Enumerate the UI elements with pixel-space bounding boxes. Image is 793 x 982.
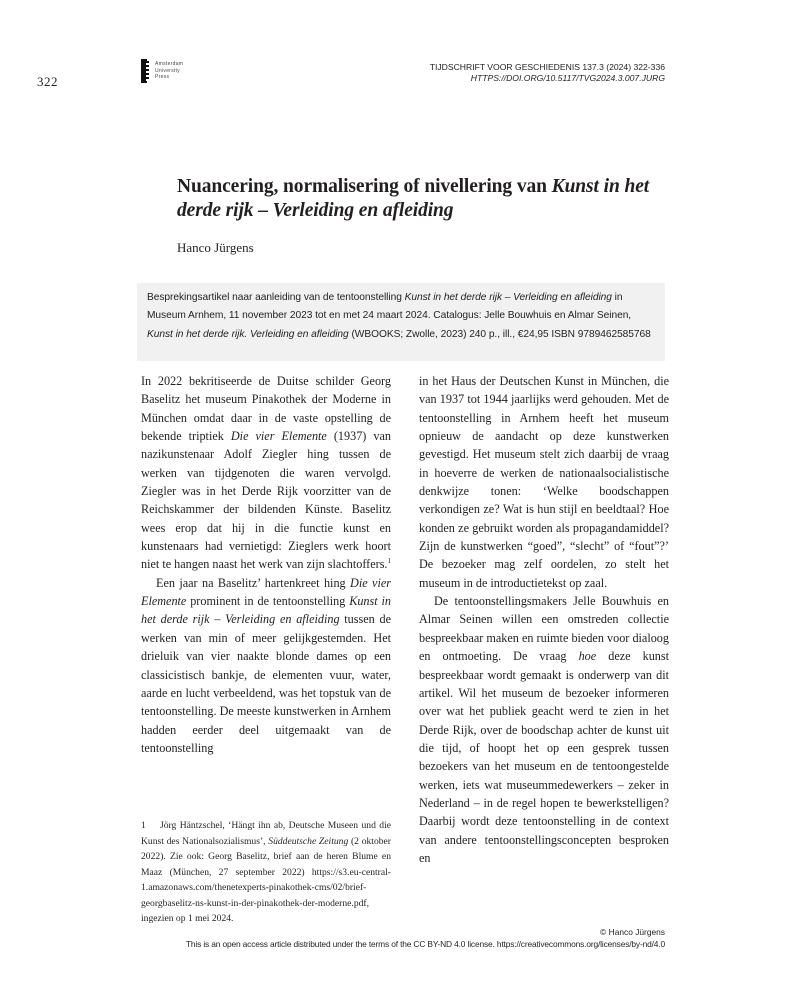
footnote-number: 1 <box>141 820 146 831</box>
italic-text: Kunst in het derde rijk – Verleiding en afleiding <box>404 292 612 303</box>
copyright-notice: © Hanco Jürgens <box>600 927 665 937</box>
text-run: (WBOOKS; Zwolle, 2023) 240 p., ill., €24,95 ISBN 9789462585768 <box>348 328 651 340</box>
review-subject-text <box>147 292 651 340</box>
text-run: Jörg Häntzschel, ‘Hängt ihn ab, Deutsche Museen und die Kunst des Nationalsozialismus’, <box>141 820 391 847</box>
text-run: deze kunst bespreekbaar wordt gemaakt is onderwerp van dit artikel. Wil het museum de bezoeker informeren over wat het publiek geacht werd te zien in het Derde Rijk, over de boodschap achter de kunst uit die tijd, of hoopt het op een gesprek tussen bezoekers van het museum en de tentoongestelde werken, iets wat museummedewerkers – zeker in Nederland – in de regel hopen te bewerkstelligen? Daarbij wordt deze tentoonstelling in de context van andere tentoonstellingsconcepten besproken en <box>419 649 670 865</box>
article-title-italic: Kunst in het derde rijk – Verleiding en afleiding <box>177 176 650 221</box>
journal-citation: TIJDSCHRIFT VOOR GESCHIEDENIS 137.3 (2024) 322-336 <box>429 62 665 72</box>
text-run: in Museum Arnhem, 11 november 2023 tot en met 24 maart 2024. Catalogus: Jelle Bouwhuis en Almar Seinen, <box>147 292 632 322</box>
text-run: De tentoonstellingsmakers Jelle Bouwhuis en Almar Seinen willen een omstreden collectie bespreekbaar maken en ruimte bieden voor dialoog en ontmoeting. De vraag <box>419 594 669 664</box>
italic-text: Süddeutsche Zeitung <box>268 835 349 847</box>
page-number: 322 <box>37 74 58 89</box>
publisher-logo <box>141 59 183 83</box>
text-run: In 2022 bekritiseerde de Duitse schilder Georg Baselitz het museum Pinakothek der Moderne in München omdat daar in de vaste opstelling de bekende triptiek <box>141 374 391 444</box>
italic-text: Kunst in het derde rijk – Verleiding en afleiding <box>141 594 391 627</box>
text-run: in het Haus der Deutschen Kunst in München, die van 1937 tot 1944 jaarlijks werd gehouden. Met de tentoonstelling in Arnhem heeft het museum opnieuw de aandacht op deze kunstwerken gevestigd. Het museum stelt zich daarbij de vraag in hoeverre de werken de nationaalsocialistische denkwijze tonen: ‘Welke boodschappen verkondigen ze? Wat is hun stijl en beeldtaal? Hoe konden ze gebruikt worden als propagandamiddel? Zijn de kunstwerken “goed”, “slecht” of “fout”?’ De bezoeker mag zelf oordelen, zo stelt het museum in de introductietekst op zaal. <box>419 374 669 590</box>
body-column-left <box>141 372 391 757</box>
article-author: Hanco Jürgens <box>177 240 254 255</box>
article-title-plain: Nuancering, normalisering of nivellering van <box>177 176 552 197</box>
text-run: tussen de werken van min of meer gelijkgestemden. Het drieluik van vier naakte blonde dames op een classicistisch bankje, de elementen vuur, water, aarde en lucht verbeeldend, was het topstuk van de tentoonstelling. De meeste kunstwerken in Arnhem hadden eerder deel uitgemaakt van de tentoonstelling <box>141 612 391 755</box>
body-column-right <box>419 372 669 867</box>
amsterdam-university-press-logo-icon <box>141 59 147 83</box>
license-notice: This is an open access article distributed under the terms of the CC BY-ND 4.0 license. https://creativecommons.org/licenses/by-nd/4.0 <box>185 939 665 949</box>
publisher-logo-line: University <box>155 67 180 74</box>
body-paragraph <box>419 372 669 592</box>
review-subject-box <box>137 283 665 361</box>
publisher-logo-line: Press <box>155 74 170 80</box>
footnote-1 <box>141 818 391 927</box>
italic-text: Die vier Elemente <box>141 575 391 609</box>
text-run: (1937) van nazikunstenaar Adolf Ziegler hing tussen de werken van tijdgenoten die waren vervolgd. Ziegler was in het Derde Rijk voorzitter van de Reichskammer der bildenden Künste. Baselitz wees erop dat hij in die functie kunst en kunstenaars had vernietigd: Zieglers werk hoort niet te hangen naast het werk van zijn slachtoffers. <box>141 429 391 572</box>
text-run: Besprekingsartikel naar aanleiding van de tentoonstelling <box>147 292 405 303</box>
body-paragraph <box>141 372 391 574</box>
text-run: prominent in de tentoonstelling <box>186 594 350 609</box>
body-paragraph <box>419 592 669 867</box>
publisher-logo-line: Amsterdam <box>155 61 184 67</box>
publisher-logo-text <box>155 59 183 81</box>
text-run: (2 oktober 2022). Zie ook: Georg Baselitz, brief aan de heren Blume en Maaz (München, 27 september 2022) https://s3.eu-central-1.amazonaws.com/thenetexperts-pinakothek-cms/02/brief-georgbaselitz-ns-kunst-in-der-pinakothek-der-moderne.pdf, ingezien op 1 mei 2024. <box>141 835 391 924</box>
italic-text: hoe <box>578 649 597 664</box>
article-title <box>177 175 677 223</box>
footnote-text <box>141 820 391 924</box>
italic-text: Kunst in het derde rijk. Verleiding en afleiding <box>147 328 349 340</box>
footnote-reference[interactable]: 1 <box>387 557 391 566</box>
italic-text: Die vier Elemente <box>230 429 327 444</box>
doi-link[interactable]: HTTPS://DOI.ORG/10.5117/TVG2024.3.007.JURG <box>470 73 665 83</box>
body-paragraph <box>141 574 391 757</box>
text-run: Een jaar na Baselitz’ hartenkreet hing <box>156 575 351 590</box>
journal-info <box>430 62 665 84</box>
